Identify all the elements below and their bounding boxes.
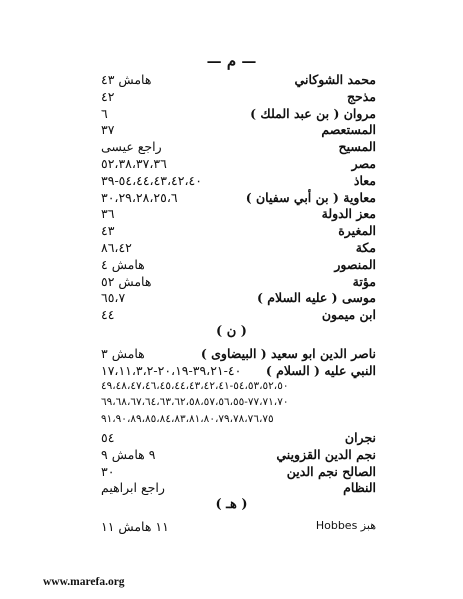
entry-term: مكة <box>355 239 376 255</box>
index-entry <box>0 290 463 307</box>
entry-pages: ٤٣ <box>101 223 115 239</box>
entry-pages: ٣٧ <box>101 122 115 138</box>
index-entry <box>0 519 463 536</box>
entry-term: النبي عليه ( السلام ) <box>265 362 376 378</box>
entry-term: معاوية ( بن أبي سفيان ) <box>245 189 376 205</box>
entry-pages: ٧٧،٧١،٧٠-٦٩،٦٨،٦٧،٦٤،٦٣،٦٢،٥٨،٥٧،٥٦،٥٥ <box>101 396 289 409</box>
index-entry <box>0 206 463 223</box>
entry-term: مؤتة <box>352 273 376 289</box>
entry-term: مذحج <box>346 88 376 104</box>
entry-term: الصالح نجم الدين <box>286 463 376 479</box>
page-number: — م — <box>206 52 257 70</box>
entry-pages: ٦٥،٧ <box>101 290 126 306</box>
footer-url: www.marefa.org <box>43 576 125 588</box>
entry-pages: ٥٢،٣٨،٣٧،٣٦ <box>101 155 167 171</box>
entry-term: نجم الدين القزويني <box>276 446 376 462</box>
entry-pages: ٤٤ <box>101 307 115 323</box>
entry-pages: هامش ٥٢ <box>101 273 152 289</box>
index-entry <box>0 89 463 106</box>
entry-pages: ٩ هامش ٩ <box>101 446 156 462</box>
index-entry <box>0 430 463 447</box>
entry-term: محمد الشوكاني <box>294 72 376 87</box>
entry-term: مروان ( بن عبد الملك ) <box>250 105 376 121</box>
index-entry <box>0 480 463 497</box>
pages-continuation <box>0 380 463 397</box>
entry-pages: راجع عيسى <box>101 139 162 155</box>
index-entry <box>0 122 463 139</box>
entry-pages: ٥٤ <box>101 429 115 445</box>
entry-term: ناصر الدين ابو سعيد ( البيضاوى ) <box>200 345 376 361</box>
entry-pages: ٥٤،٥٣،٥٢،٥٠-٤٩،٤٨،٤٧،٤٦،٤٥،٤٤،٤٣،٤٢،٤١ <box>101 379 289 392</box>
index-entry <box>0 274 463 291</box>
entry-pages: ٩١،٩٠،٨٩،٨٥،٨٤،٨٣،٨١،٨٠،٧٩،٧٨،٧٦،٧٥ <box>101 413 274 426</box>
entry-pages: ٨٦،٤٢ <box>101 239 132 255</box>
index-entry <box>0 106 463 123</box>
entry-pages: ٣٠،٢٩،٢٨،٢٥،٦ <box>101 189 178 205</box>
entry-term: النظام <box>343 480 376 496</box>
entry-term: معاذ <box>353 172 376 188</box>
index-entry <box>0 240 463 257</box>
entry-term: هبز Hobbes <box>315 519 376 533</box>
section-heading-ha: ( هـ ) <box>215 497 248 513</box>
index-entry <box>0 173 463 190</box>
entry-pages: ٥٤،٤٤،٤٣،٤٢،٤٠-٣٩ <box>101 172 202 188</box>
index-entry <box>0 464 463 481</box>
pages-continuation <box>0 396 463 413</box>
entry-pages: ٣٠ <box>101 463 115 479</box>
entry-term: معز الدولة <box>321 206 376 222</box>
index-list <box>0 72 463 536</box>
index-entry <box>0 72 463 89</box>
index-entry <box>0 156 463 173</box>
entry-term: المغيرة <box>338 223 376 239</box>
index-entry <box>0 307 463 324</box>
entry-term: نجران <box>344 429 376 445</box>
entry-pages: هامش ٣ <box>101 345 145 361</box>
index-entry <box>0 139 463 156</box>
pages-continuation <box>0 413 463 430</box>
entry-pages: هامش ٤٣ <box>101 72 152 87</box>
index-entry <box>0 363 463 380</box>
entry-pages: ٣٦ <box>101 206 115 222</box>
entry-term: موسى ( عليه السلام ) <box>257 290 376 306</box>
entry-term: مصر <box>351 155 376 171</box>
entry-pages: راجع ابراهيم <box>101 480 165 496</box>
entry-pages: ٤٠-٣٩،٢١-٢٠،١٩-١٧،١١،٣،٢ <box>101 362 242 378</box>
index-entry <box>0 257 463 274</box>
entry-term: المسيح <box>338 139 376 155</box>
section-heading-nun: ( ن ) <box>216 323 247 339</box>
index-entry <box>0 223 463 240</box>
entry-pages: هامش ٤ <box>101 256 145 272</box>
entry-term: المستعصم <box>321 122 376 138</box>
entry-term: المنصور <box>334 256 376 272</box>
entry-pages: ٤٢ <box>101 88 115 104</box>
entry-term: ابن ميمون <box>321 307 376 323</box>
index-entry <box>0 190 463 207</box>
entry-pages: ٦ <box>101 105 108 121</box>
index-entry <box>0 447 463 464</box>
index-entry <box>0 346 463 363</box>
entry-pages: ١١ هامش ١١ <box>101 519 169 535</box>
